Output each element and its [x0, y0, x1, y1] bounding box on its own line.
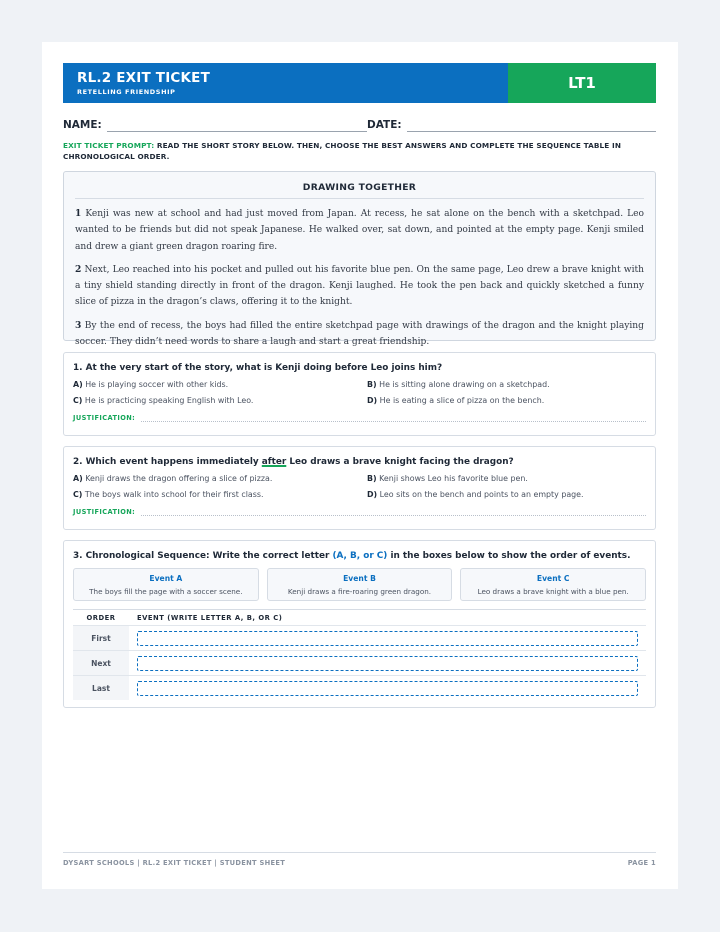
- name-label: NAME:: [63, 119, 102, 131]
- justification-label: JUSTIFICATION:: [73, 508, 136, 516]
- order-label: Last: [73, 676, 129, 700]
- sequence-header-row: [73, 610, 646, 626]
- order-label: Next: [73, 651, 129, 675]
- worksheet-content: [63, 63, 656, 708]
- sequence-row-first: [73, 626, 646, 651]
- header-banner: [63, 63, 656, 103]
- event-card-b: Event B Kenji draws a fire-roaring green dragon.: [267, 568, 453, 601]
- name-field[interactable]: [107, 119, 367, 132]
- option-b[interactable]: B) He is sitting alone drawing on a sketchpad.: [367, 380, 550, 389]
- letter-choices: (A, B, or C): [332, 551, 388, 561]
- answer-box-first[interactable]: [137, 631, 638, 646]
- page-footer: [63, 852, 656, 867]
- justification-field[interactable]: [141, 507, 646, 516]
- justification-label: JUSTIFICATION:: [73, 414, 136, 422]
- header-title: RL.2 EXIT TICKET: [77, 70, 211, 86]
- question-2-text: 2. Which event happens immediately after Leo draws a brave knight facing the dragon?: [73, 457, 514, 467]
- question-3-text: 3. Chronological Sequence: Write the correct letter (A, B, or C) in the boxes below to show the order of events.: [73, 551, 631, 561]
- footer-left: DYSART SCHOOLS | RL.2 EXIT TICKET | STUDENT SHEET: [63, 859, 286, 867]
- event-cards: [73, 568, 646, 601]
- name-date-row: [63, 112, 656, 132]
- paragraph-number: 2: [75, 263, 82, 275]
- worksheet-page: [42, 42, 678, 889]
- question-1-options: [73, 379, 646, 407]
- question-2-options: [73, 473, 646, 501]
- option-a[interactable]: A) Kenji draws the dragon offering a slice of pizza.: [73, 474, 273, 483]
- option-b[interactable]: B) Kenji shows Leo his favorite blue pen.: [367, 474, 528, 483]
- option-c[interactable]: C) He is practicing speaking English with Leo.: [73, 396, 254, 405]
- prompt-text: READ THE SHORT STORY BELOW. THEN, CHOOSE THE BEST ANSWERS AND COMPLETE THE SEQUENCE TABLE IN CHRONOLOGICAL ORDER.: [63, 141, 622, 161]
- story-paragraph: [75, 318, 644, 351]
- justification-row: [73, 413, 646, 422]
- exit-ticket-prompt: [63, 140, 656, 162]
- sequence-row-next: [73, 651, 646, 676]
- paragraph-text: By the end of recess, the boys had filled the entire sketchpad page with drawings of the dragon and the knight playing soccer. They didn’t need words to share a laugh and start a great friendship.: [75, 320, 644, 348]
- name-group: [63, 112, 367, 132]
- question-1-card: [63, 352, 656, 436]
- order-label: First: [73, 626, 129, 650]
- prompt-lead: EXIT TICKET PROMPT:: [63, 141, 155, 150]
- paragraph-number: 3: [75, 319, 82, 331]
- option-d[interactable]: D) Leo sits on the bench and points to an empty page.: [367, 490, 584, 499]
- date-label: DATE:: [367, 119, 402, 131]
- story-title: DRAWING TOGETHER: [75, 182, 644, 199]
- paragraph-number: 1: [75, 208, 82, 219]
- event-column-header: EVENT (WRITE LETTER A, B, OR C): [137, 613, 283, 622]
- date-field[interactable]: [407, 119, 656, 132]
- story-paragraph: [75, 262, 644, 311]
- date-group: [367, 112, 656, 132]
- option-a[interactable]: A) He is playing soccer with other kids.: [73, 380, 229, 389]
- emphasis-after: after: [261, 457, 287, 467]
- option-c[interactable]: C) The boys walk into school for their first class.: [73, 490, 264, 499]
- justification-row: [73, 507, 646, 516]
- question-2-card: [63, 446, 656, 530]
- justification-field[interactable]: [141, 413, 646, 422]
- header-subtitle: RETELLING FRIENDSHIP: [77, 88, 176, 96]
- paragraph-text: Kenji was new at school and had just moved from Japan. At recess, he sat alone on the bench with a sketchpad. Leo wanted to be friends but did not speak Japanese. He walked over, sat down, and pointed at the empty page. Kenji smiled and drew a giant green dragon roaring fire.: [75, 209, 644, 252]
- learning-target-code: LT1: [508, 63, 656, 103]
- paragraph-text: Next, Leo reached into his pocket and pulled out his favorite blue pen. On the same page, Leo drew a brave knight with a tiny shield standing directly in front of the dragon. Kenji laughed. He took the pen back and quickly sketched a funny slice of pizza in the dragon’s claws, offering it to the knight.: [75, 264, 644, 308]
- event-card-c: Event C Leo draws a brave knight with a blue pen.: [460, 568, 646, 601]
- sequence-row-last: [73, 676, 646, 700]
- header-title-block: [63, 63, 508, 103]
- story-paragraph: [75, 206, 644, 255]
- sequence-table: [73, 609, 646, 700]
- option-d[interactable]: D) He is eating a slice of pizza on the bench.: [367, 396, 545, 405]
- answer-box-last[interactable]: [137, 681, 638, 696]
- answer-box-next[interactable]: [137, 656, 638, 671]
- question-3-card: [63, 540, 656, 708]
- event-card-a: Event A The boys fill the page with a soccer scene.: [73, 568, 259, 601]
- story-box: [63, 171, 656, 348]
- order-column-header: ORDER: [73, 610, 129, 625]
- page-number: PAGE 1: [627, 859, 656, 867]
- question-1-text: 1. At the very start of the story, what is Kenji doing before Leo joins him?: [73, 363, 443, 373]
